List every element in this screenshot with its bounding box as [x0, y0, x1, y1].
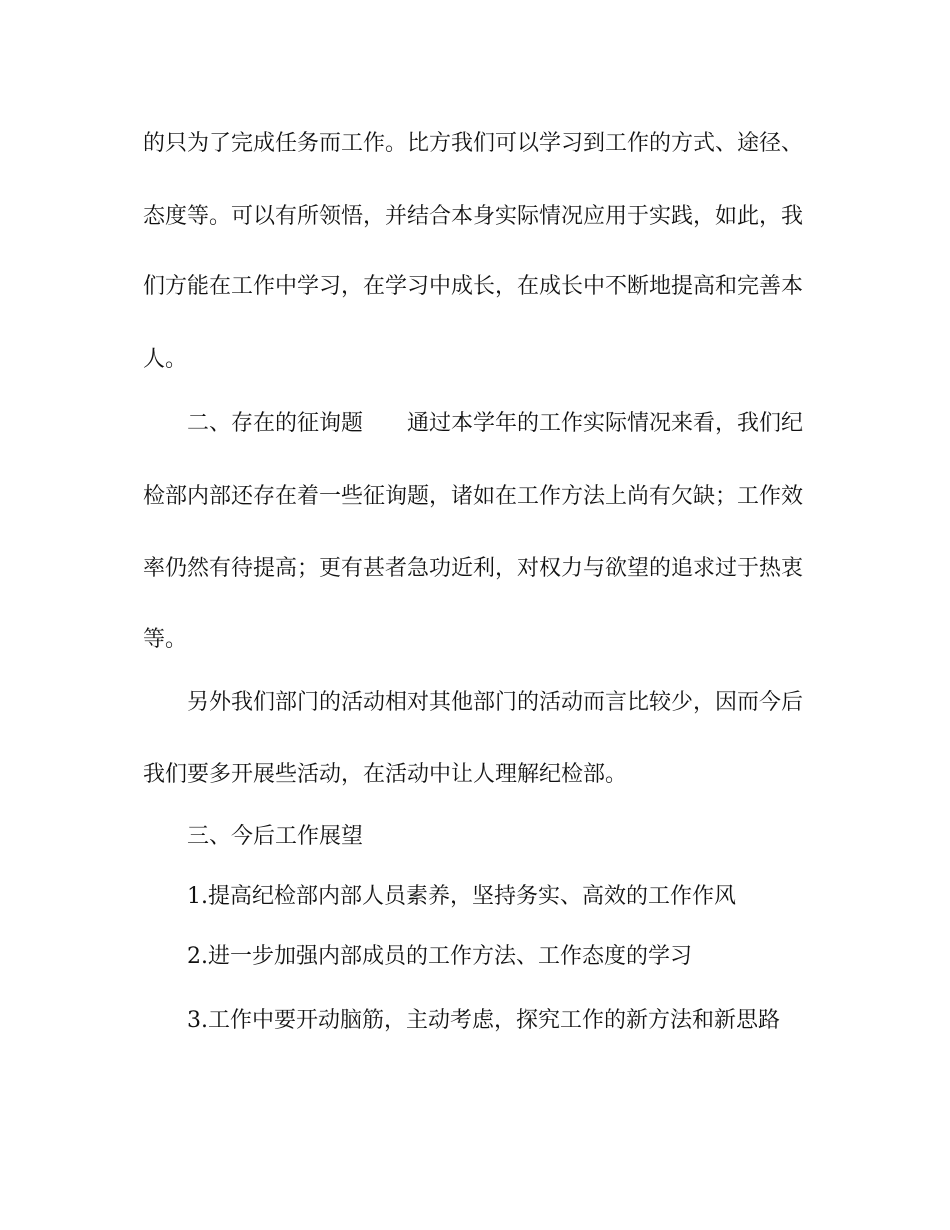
paragraph-line: 的只为了完成任务而工作。比方我们可以学习到工作的方式、途径、: [143, 131, 804, 156]
paragraph-line: 人。: [143, 347, 188, 372]
section-heading: 三、今后工作展望: [187, 824, 364, 849]
list-item: 3.工作中要开动脑筋，主动考虑，探究工作的新方法和新思路: [187, 1008, 780, 1033]
paragraph-line: 率仍然有待提高；更有甚者急功近利，对权力与欲望的追求过于热衷: [143, 556, 804, 581]
paragraph-line: 们方能在工作中学习，在学习中成长，在成长中不断地提高和完善本: [143, 274, 804, 299]
paragraph-line: 态度等。可以有所领悟，并结合本身实际情况应用于实践，如此，我: [143, 204, 804, 229]
paragraph-line: 检部内部还存在着一些征询题，诸如在工作方法上尚有欠缺；工作效: [143, 484, 804, 509]
list-item: 1.提高纪检部内部人员素养，坚持务实、高效的工作作风: [187, 884, 736, 909]
paragraph-line: 我们要多开展些活动，在活动中让人理解纪检部。: [143, 762, 628, 787]
list-item: 2.进一步加强内部成员的工作方法、工作态度的学习: [187, 944, 692, 969]
paragraph-line: 另外我们部门的活动相对其他部门的活动而言比较少，因而今后: [187, 690, 804, 715]
paragraph-line: 等。: [143, 627, 188, 652]
section-heading-line: 二、存在的征询题 通过本学年的工作实际情况来看，我们纪: [187, 411, 804, 436]
